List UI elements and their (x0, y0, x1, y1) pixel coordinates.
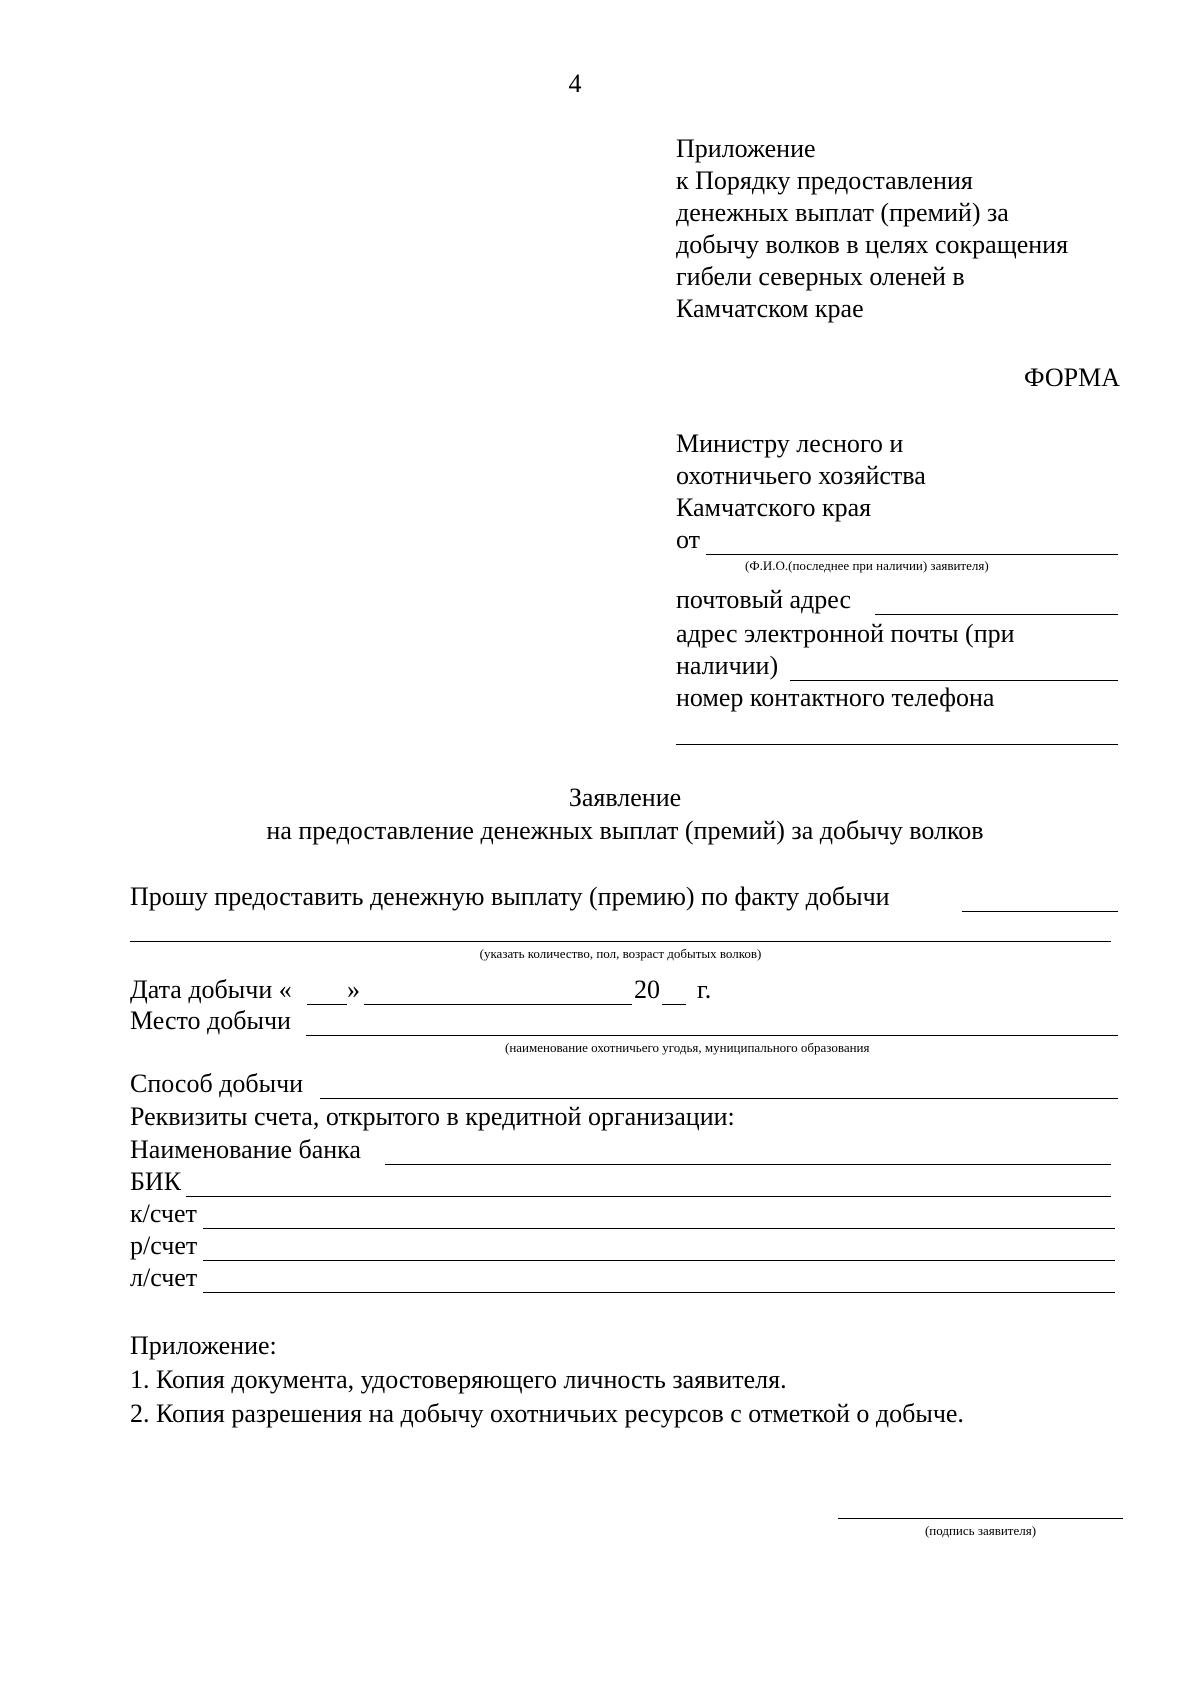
attachment-item: 1. Копия документа, удостоверяющего личность заявителя. (130, 1365, 787, 1394)
appendix-header-line: гибели северных оленей в (676, 262, 965, 291)
request-text: Прошу предоставить денежную выплату (премию) по факту добычи (130, 882, 890, 911)
statement-title: Заявление (568, 783, 682, 812)
from-field-line[interactable] (706, 554, 1118, 555)
date-day-field-line[interactable] (307, 1004, 347, 1005)
appendix-header-line: добычу волков в целях сокращения (676, 230, 1069, 259)
appendix-header-line: Камчатском крае (676, 294, 864, 323)
attachments-heading: Приложение: (130, 1331, 277, 1360)
bank-name-label: Наименование банка (130, 1135, 361, 1164)
statement-subtitle: на предоставление денежных выплат (премий) за добычу волков (266, 816, 984, 845)
k-account-label: к/счет (130, 1199, 197, 1228)
bik-field-line[interactable] (186, 1196, 1111, 1197)
bank-name-field-line[interactable] (385, 1164, 1111, 1165)
request-field-line-2[interactable] (130, 941, 1111, 942)
date-month-field-line[interactable] (364, 1004, 632, 1005)
appendix-header-line: денежных выплат (премий) за (676, 198, 1009, 227)
addressee-line: охотничьего хозяйства (676, 461, 926, 490)
appendix-header (676, 133, 1068, 325)
signature-hint: (подпись заявителя) (924, 1523, 1037, 1538)
addressee-line: Министру лесного и (676, 429, 904, 458)
signature-field-line[interactable] (838, 1518, 1123, 1519)
bank-details-label: Реквизиты счета, открытого в кредитной организации: (130, 1102, 735, 1131)
date-close-quote: » (347, 975, 360, 1004)
l-account-label: л/счет (130, 1263, 198, 1292)
method-label: Способ добычи (130, 1069, 304, 1098)
phone-label: номер контактного телефона (676, 683, 995, 712)
l-account-field-line[interactable] (203, 1292, 1115, 1293)
addressee-line: Камчатского края (676, 493, 872, 522)
postal-address-label: почтовый адрес (676, 585, 851, 614)
bik-label: БИК (130, 1167, 182, 1196)
k-account-field-line[interactable] (203, 1228, 1115, 1229)
attachments-block (130, 1330, 964, 1430)
year-suffix: г. (697, 975, 712, 1004)
from-field-hint: (Ф.И.О.(последнее при наличии) заявителя) (745, 558, 989, 573)
method-field-line[interactable] (320, 1098, 1118, 1099)
r-account-field-line[interactable] (203, 1260, 1115, 1261)
attachment-item: 2. Копия разрешения на добычу охотничьих ресурсов с отметкой о добыче. (130, 1399, 964, 1428)
email-label-line2: наличии) (676, 651, 779, 680)
place-field-line[interactable] (306, 1035, 1118, 1036)
from-label: от (676, 525, 701, 554)
phone-field-line[interactable] (676, 744, 1118, 745)
email-field-line[interactable] (790, 680, 1118, 681)
year-prefix: 20 (634, 975, 660, 1004)
place-hint: (наименование охотничьего угодья, муниципального образования (505, 1040, 870, 1055)
request-field-line[interactable] (962, 911, 1118, 912)
postal-address-field-line[interactable] (875, 614, 1118, 615)
date-label: Дата добычи « (130, 975, 292, 1004)
addressee-block (676, 428, 926, 524)
page-number: 4 (568, 69, 582, 98)
r-account-label: р/счет (130, 1231, 198, 1260)
email-label-line1: адрес электронной почты (при (676, 619, 1015, 648)
appendix-header-line: Приложение (676, 134, 816, 163)
form-label: ФОРМА (1024, 363, 1120, 392)
date-year-field-line[interactable] (662, 1004, 686, 1005)
request-hint: (указать количество, пол, возраст добытых волков) (479, 946, 762, 961)
place-label: Место добычи (130, 1006, 291, 1035)
appendix-header-line: к Порядку предоставления (676, 166, 973, 195)
